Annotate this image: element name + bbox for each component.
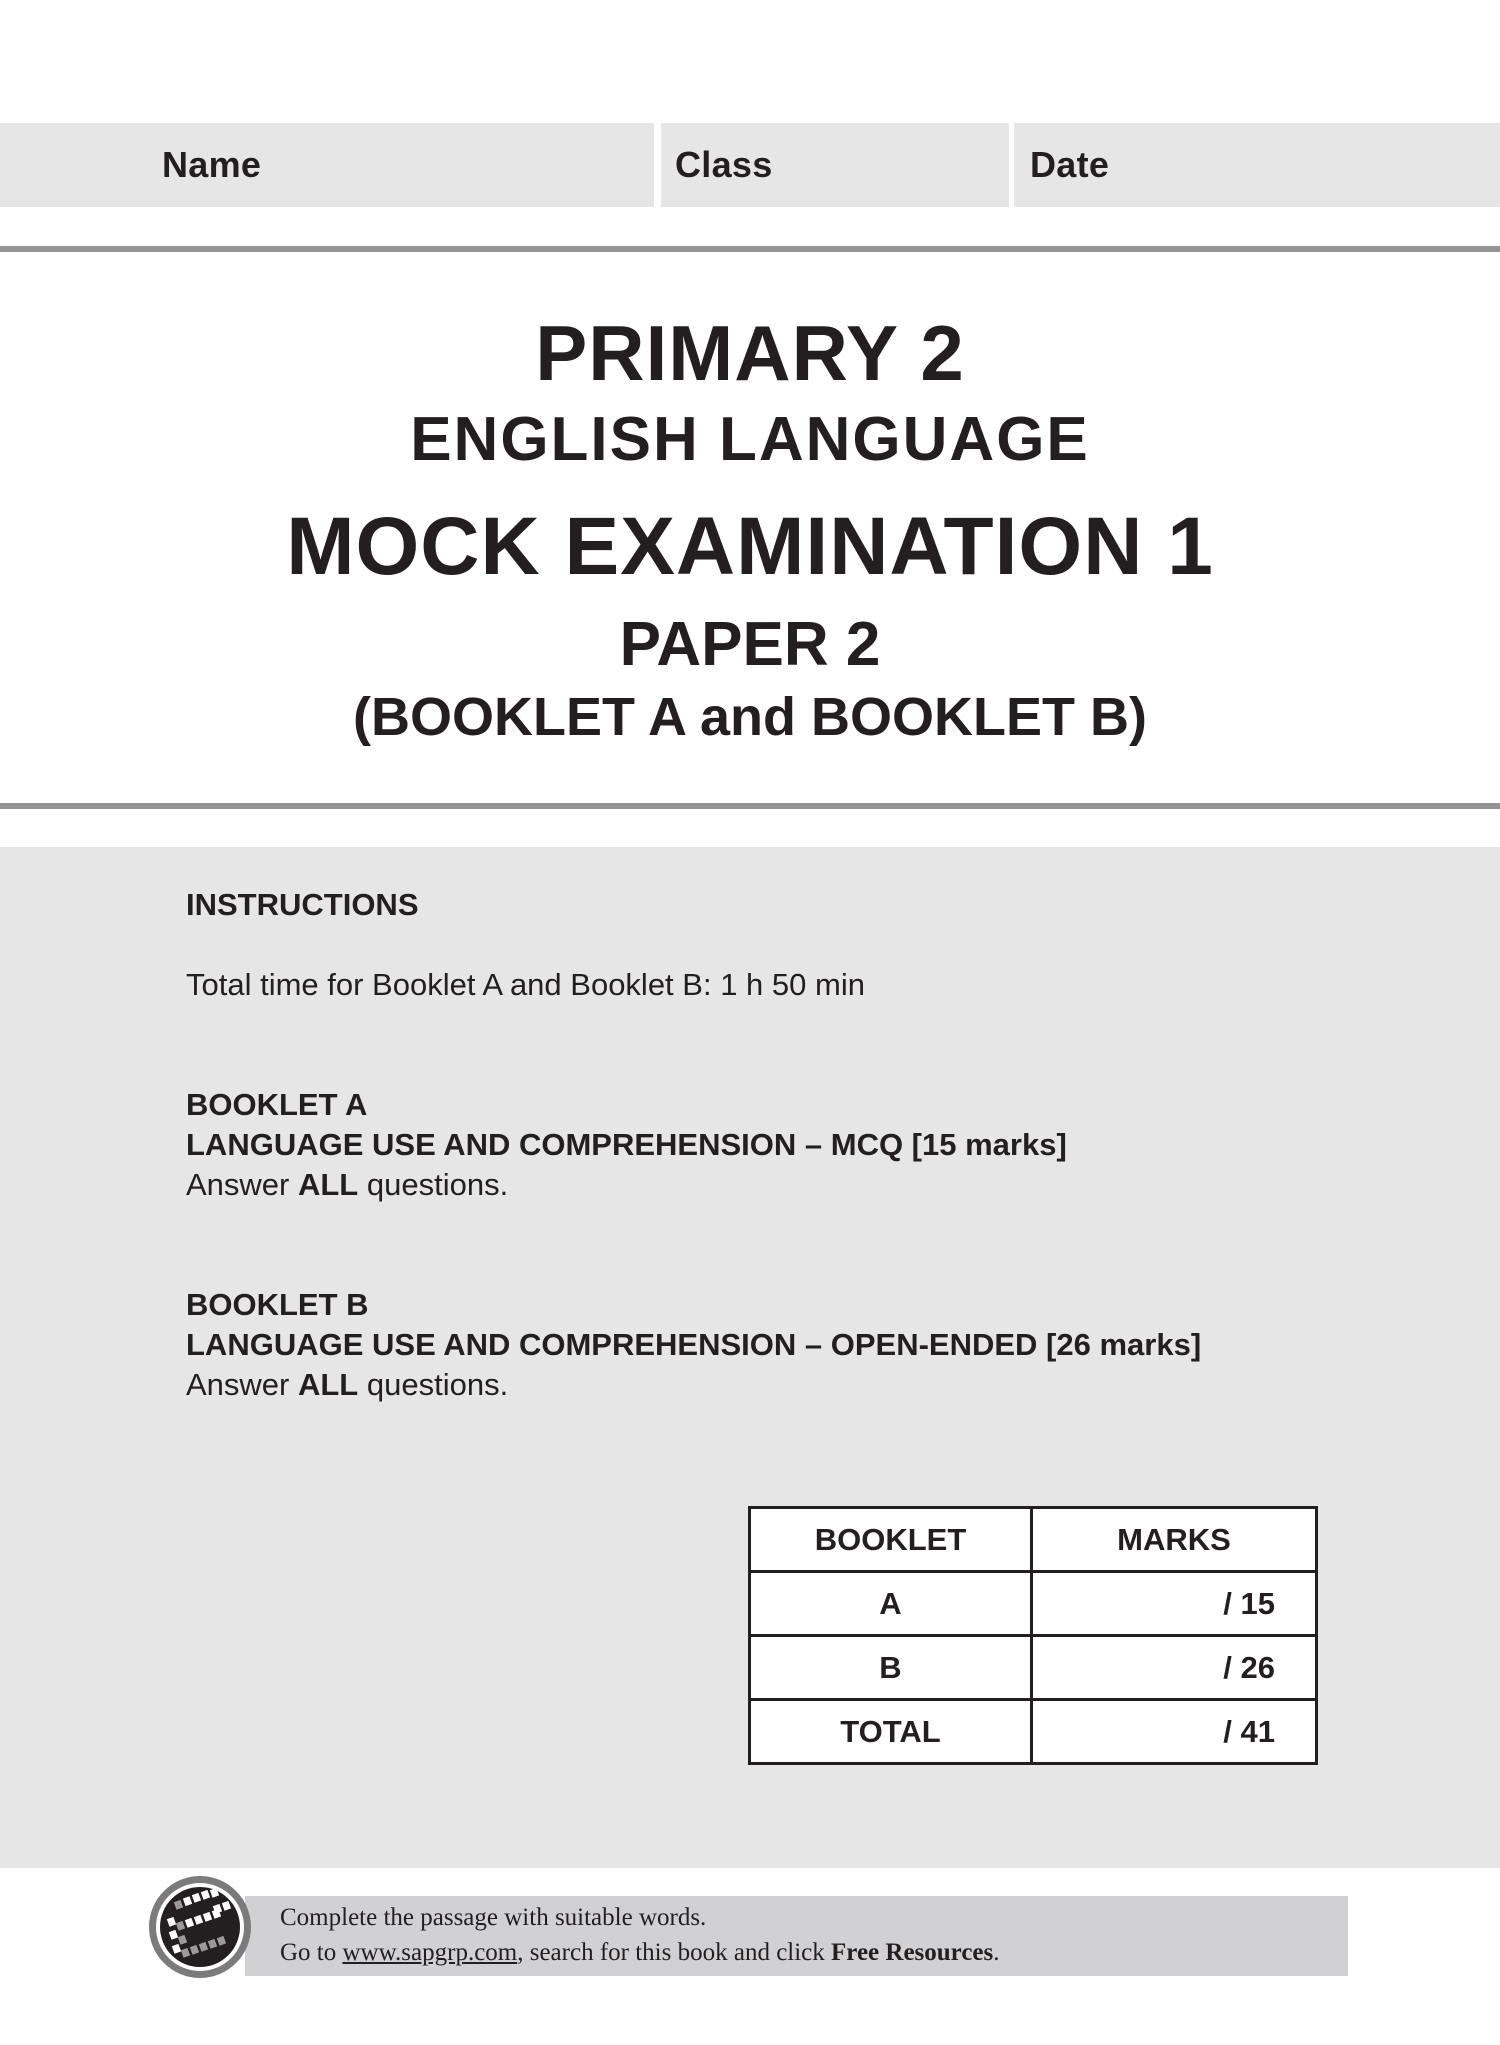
student-info-bar xyxy=(0,123,1500,207)
header-booklet: BOOKLET xyxy=(750,1508,1032,1572)
booklet-cell: TOTAL xyxy=(750,1700,1032,1764)
booklet-b-title: BOOKLET B xyxy=(186,1287,369,1322)
booklet-a-description: LANGUAGE USE AND COMPREHENSION – MCQ [15 marks] xyxy=(186,1127,1067,1162)
bottom-divider xyxy=(0,803,1500,809)
name-field[interactable] xyxy=(0,123,654,207)
answer-emphasis: ALL xyxy=(297,1367,359,1402)
marks-table xyxy=(748,1506,1318,1765)
booklet-a-title: BOOKLET A xyxy=(186,1087,368,1122)
table-row xyxy=(750,1636,1317,1700)
header-marks: MARKS xyxy=(1032,1508,1317,1572)
total-time: Total time for Booklet A and Booklet B: 1 h 50 min xyxy=(186,967,865,1002)
answer-prefix: Answer xyxy=(186,1367,298,1402)
level-title: PRIMARY 2 xyxy=(535,309,965,397)
booklet-b-answer-instruction xyxy=(186,1367,508,1403)
table-row xyxy=(750,1700,1317,1764)
exam-title: MOCK EXAMINATION 1 xyxy=(286,501,1214,592)
resource-grid-icon xyxy=(148,1875,252,1979)
class-label: Class xyxy=(675,144,773,185)
instructions-panel xyxy=(0,847,1500,1868)
sapgrp-link[interactable]: www.sapgrp.com xyxy=(342,1939,518,1966)
table-header-row xyxy=(750,1508,1317,1572)
answer-suffix: questions. xyxy=(358,1167,509,1202)
class-field[interactable] xyxy=(661,123,1009,207)
footer-suffix: . xyxy=(993,1939,1000,1966)
free-resources-label: Free Resources xyxy=(831,1939,994,1966)
answer-suffix: questions. xyxy=(358,1367,509,1402)
answer-prefix: Answer xyxy=(186,1167,298,1202)
date-field[interactable] xyxy=(1014,123,1500,207)
subject-title: ENGLISH LANGUAGE xyxy=(410,405,1090,474)
title-block xyxy=(0,252,1500,803)
footer-instruction: Complete the passage with suitable words. xyxy=(280,1904,707,1931)
answer-emphasis: ALL xyxy=(297,1167,359,1202)
booklet-a-answer-instruction xyxy=(186,1167,508,1203)
booklet-cell: A xyxy=(750,1572,1032,1636)
booklet-b-description: LANGUAGE USE AND COMPREHENSION – OPEN-ENDED [26 marks] xyxy=(186,1327,1202,1362)
marks-cell[interactable]: / 41 xyxy=(1032,1700,1317,1764)
footer-resources-line xyxy=(280,1939,1000,1967)
footer-middle: , search for this book and click xyxy=(517,1939,832,1966)
paper-title: PAPER 2 xyxy=(619,610,881,679)
instructions-heading: INSTRUCTIONS xyxy=(186,887,419,922)
date-label: Date xyxy=(1030,144,1110,185)
marks-cell[interactable]: / 15 xyxy=(1032,1572,1317,1636)
booklet-cell: B xyxy=(750,1636,1032,1700)
marks-cell[interactable]: / 26 xyxy=(1032,1636,1317,1700)
booklets-subtitle: (BOOKLET A and BOOKLET B) xyxy=(353,687,1147,747)
table-row xyxy=(750,1572,1317,1636)
footer-prefix: Go to xyxy=(280,1939,343,1966)
name-label: Name xyxy=(162,144,262,185)
